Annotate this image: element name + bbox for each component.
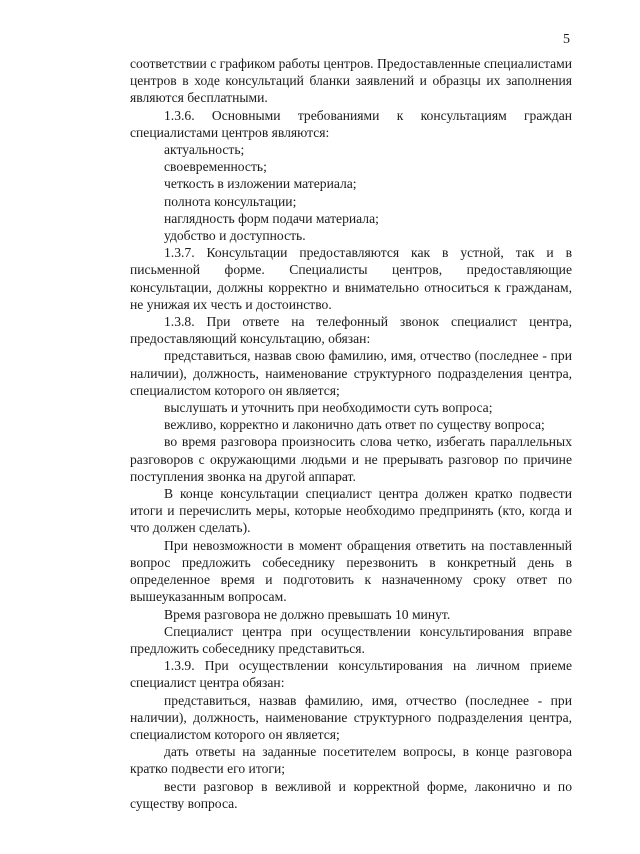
paragraph-listen: выслушать и уточнить при необходимости суть вопроса; — [164, 400, 493, 416]
paragraph-call-duration: Время разговора не должно превышать 10 минут. — [164, 606, 451, 622]
list-item-clarity: четкость в изложении материала; — [164, 176, 357, 192]
paragraph-introduce-in-person: представиться, назвав фамилию, имя, отчество (последнее - при наличии), должность, наименование структурного подразделения центра, специалистом которого он является; — [130, 692, 572, 742]
paragraph-1-3-7: 1.3.7. Консультации предоставляются как в устной, так и в письменной форме. Специалисты центров, предоставляющие консультации, должны корректно и внимательно относиться к гражданам, не унижая их честь и достоинство. — [130, 245, 572, 312]
paragraph-continuation: соответствии с графиком работы центров. Предоставленные специалистами центров в ходе консультаций бланки заявлений и образцы их заполнения являются бесплатными. — [130, 56, 572, 106]
paragraph-ask-introduce: Специалист центра при осуществлении консультирования вправе предложить собеседнику представиться. — [130, 623, 572, 656]
paragraph-1-3-8: 1.3.8. При ответе на телефонный звонок специалист центра, предоставляющий консультацию, обязан: — [130, 314, 572, 347]
document-body — [130, 55, 572, 812]
paragraph-give-answers: дать ответы на заданные посетителем вопросы, в конце разговора кратко подвести его итоги; — [130, 744, 572, 777]
list-item-timeliness: своевременность; — [164, 159, 267, 175]
paragraph-1-3-9: 1.3.9. При осуществлении консультирования на личном приеме специалист центра обязан: — [130, 658, 572, 691]
paragraph-answer-politely: вежливо, корректно и лаконично дать ответ по существу вопроса; — [164, 417, 545, 433]
list-item-visual-form: наглядность форм подачи материала; — [164, 210, 379, 226]
paragraph-conduct-conversation: вести разговор в вежливой и корректной форме, лаконично и по существу вопроса. — [130, 778, 572, 811]
paragraph-1-3-6: 1.3.6. Основными требованиями к консультациям граждан специалистами центров являются: — [130, 107, 572, 140]
paragraph-during-call: во время разговора произносить слова четко, избегать параллельных разговоров с окружающими людьми и не прерывать разговор по причине поступления звонка на другой аппарат. — [130, 434, 572, 484]
list-item-convenience: удобство и доступность. — [164, 228, 306, 244]
list-item-relevance: актуальность; — [164, 142, 245, 158]
page-number: 5 — [563, 32, 570, 47]
paragraph-unable-to-answer: При невозможности в момент обращения ответить на поставленный вопрос предложить собеседнику перезвонить в конкретный день в определенное время и подготовить к назначенному сроку ответ по вышеуказанным вопросам. — [130, 537, 572, 605]
list-item-completeness: полнота консультации; — [164, 193, 297, 209]
paragraph-end-consultation: В конце консультации специалист центра должен кратко подвести итоги и перечислить меры, которые необходимо предпринять (кто, когда и что должен сделать). — [130, 486, 572, 536]
paragraph-introduce-phone: представиться, назвав свою фамилию, имя, отчество (последнее - при наличии), должность, наименование структурного подразделения центра, специалистом которого он является; — [130, 348, 572, 398]
